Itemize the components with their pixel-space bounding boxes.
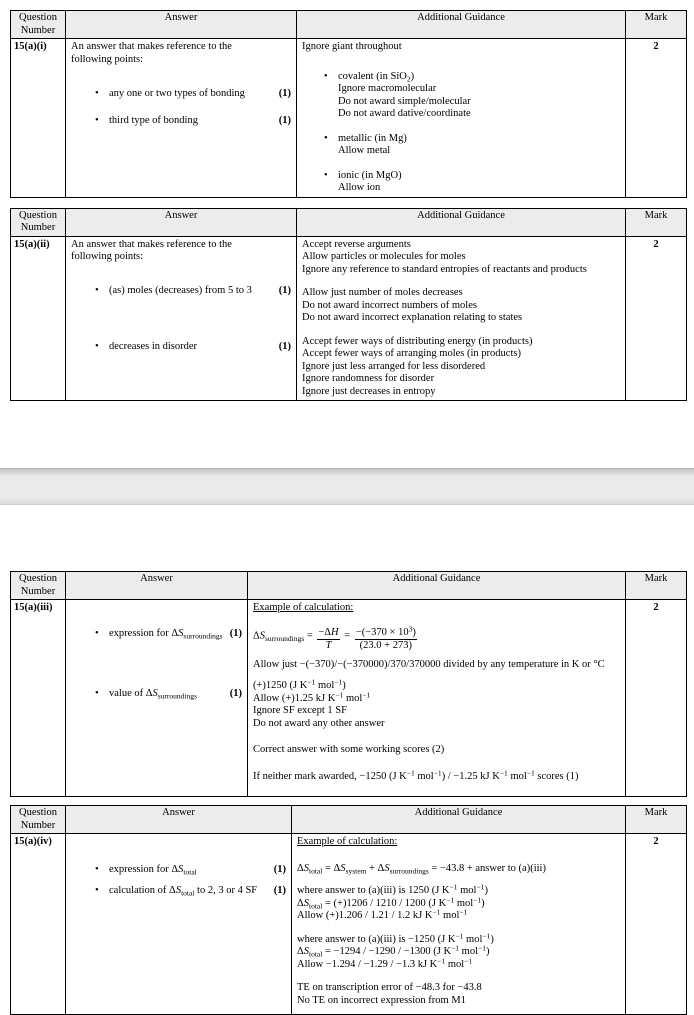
header-row — [11, 572, 687, 600]
answer-bullet-item — [71, 885, 286, 898]
text-line: Do not award any other answer — [253, 717, 385, 729]
text-line: Allow just −(−370)/−(−370000)/370/370000 divided by any temperature in K or °C — [253, 658, 605, 670]
answer-cell — [66, 600, 248, 797]
text-line: Allow (+)1.25 kJ $K^{-1}$ mol$^{-1}$ — [253, 689, 371, 704]
vertical-gap — [297, 875, 298, 885]
page-break-separator — [0, 468, 694, 505]
text-line: Do not award simple/molecular — [338, 95, 471, 107]
vertical-gap — [71, 877, 72, 885]
table-row — [11, 834, 687, 1015]
question-cell: 15(a)(iii) — [11, 600, 66, 797]
vertical-gap — [302, 325, 303, 336]
paragraph — [302, 336, 620, 399]
paragraph — [297, 882, 620, 923]
point-mark: (1) — [273, 884, 286, 896]
answer-content — [71, 836, 286, 1012]
vertical-gap — [71, 66, 72, 88]
guidance-bullet-item — [302, 133, 620, 158]
vertical-gap — [297, 971, 298, 982]
text-line: Example of calculation: — [297, 836, 398, 847]
text-line: Allow (+)1.206 / 1.21 / 1.2 kJ $K^{-1}$ mol$^{-1}$ — [297, 907, 468, 921]
answer-point-text: expression for $\Delta S_{surroundings}$ — [109, 628, 223, 641]
answer-cell — [66, 39, 297, 198]
text-line: Ignore macromolecular — [338, 83, 437, 94]
table-row — [11, 600, 687, 797]
answer-point-text: any one or two types of bonding — [109, 88, 245, 99]
vertical-gap — [71, 602, 72, 628]
answer-bullet-item — [71, 285, 291, 298]
bullet-icon: • — [95, 628, 99, 639]
text-line: Allow just number of moles decreases — [302, 287, 463, 298]
mark-scheme-table — [10, 208, 687, 402]
bullet-icon: • — [95, 864, 99, 875]
text-line: Example of calculation: — [253, 602, 354, 613]
guidance-cell — [297, 236, 626, 401]
table-body — [11, 236, 687, 401]
paragraph — [253, 623, 620, 653]
vertical-gap — [297, 849, 298, 863]
table-body — [11, 39, 687, 198]
text-line: Ignore just decreases in entropy — [302, 385, 436, 397]
additional-guidance-header: Additional Guidance — [292, 806, 626, 834]
point-mark: (1) — [278, 341, 291, 352]
paragraph — [253, 659, 620, 672]
vertical-gap — [71, 297, 72, 341]
answer-point-text: third type of bonding — [109, 114, 198, 126]
vertical-gap — [302, 276, 303, 287]
fraction-denominator: (23.0 + 273) — [359, 640, 412, 651]
answer-bullet-item — [71, 341, 291, 354]
bullet-icon: • — [95, 884, 99, 896]
text-line: Accept reverse arguments — [302, 238, 411, 250]
answer-point-text: decreases in disorder — [109, 341, 198, 352]
text-line: where answer to (a)(iii) is −1250 (J $K^{-1}$ mol$^{-1}$) — [297, 930, 494, 945]
question-number-header: Question Number — [11, 11, 66, 39]
mark-header: Mark — [626, 806, 687, 834]
text-line: No TE on incorrect expression from M1 — [297, 994, 466, 1006]
table-header — [11, 11, 687, 39]
text-line: Allow −1.294 / −1.29 / −1.3 kJ $K^{-1}$ mol$^{-1}$ — [297, 955, 473, 970]
header-row — [11, 11, 687, 39]
table-header — [11, 806, 687, 834]
text-line: $\Delta S_{surroundings}$ = $\frac{-\Delta H}{T}$ = $\frac{-(-370 \times 10^3)}{(23.0 + 273)}$ — [253, 623, 416, 651]
vertical-gap — [253, 671, 254, 680]
text-line: Allow ion — [338, 182, 381, 193]
pdf-page-2 — [0, 505, 694, 1015]
header-row — [11, 208, 687, 236]
mark-cell: 2 — [626, 39, 687, 198]
text-line: Allow metal — [338, 145, 391, 156]
bullet-icon: • — [95, 88, 99, 99]
answer-bullet-item — [71, 115, 291, 128]
paragraph — [297, 982, 620, 1007]
text-line: Correct answer with some working scores (2) — [253, 744, 445, 755]
text-line: Allow particles or molecules for moles — [302, 251, 466, 262]
text-line: TE on transcription error of −48.3 for −43.8 — [297, 982, 482, 993]
table-row — [11, 236, 687, 401]
text-line: If neither mark awarded, −1250 (J $K^{-1}$ mol$^{-1}$) / −1.25 kJ $K^{-1}$ mol$^{-1}$ scores (1) — [253, 767, 579, 782]
text-line: where answer to (a)(iii) is 1250 (J $K^{-1}$ mol$^{-1}$) — [297, 882, 488, 896]
point-mark: (1) — [273, 864, 286, 875]
answer-bullet-item — [71, 628, 242, 641]
paragraph — [297, 930, 620, 972]
vertical-gap — [302, 121, 303, 133]
vertical-gap — [71, 101, 72, 115]
bullet-icon: • — [95, 284, 99, 296]
paragraph — [302, 287, 620, 325]
text-line: $\Delta S_{total} = (+)1206 / 1210 / 1200$ (J $K^{-1}$ mol$^{-1}$) — [297, 894, 485, 910]
text-line: metallic (in Mg) — [338, 132, 407, 144]
question-cell: 15(a)(iv) — [11, 834, 66, 1015]
additional-guidance-header: Additional Guidance — [248, 572, 626, 600]
bullet-icon: • — [324, 132, 328, 144]
mark-scheme-table — [10, 805, 687, 1015]
answer-header: Answer — [66, 11, 297, 39]
pdf-page-1 — [0, 0, 694, 468]
text-line: Ignore any reference to standard entropies of reactants and products — [302, 263, 587, 275]
answer-header: Answer — [66, 806, 292, 834]
answer-header: Answer — [66, 572, 248, 600]
fraction-numerator: $-(-370 \times 10^3)$ — [355, 627, 417, 641]
additional-guidance-header: Additional Guidance — [297, 208, 626, 236]
mark-cell: 2 — [626, 600, 687, 797]
vertical-gap — [71, 264, 72, 285]
mark-cell: 2 — [626, 236, 687, 401]
answer-bullet-item — [71, 688, 242, 701]
question-number-header: Question Number — [11, 208, 66, 236]
text-line: covalent (in SiO$_2$) — [338, 70, 415, 83]
question-cell: 15(a)(i) — [11, 39, 66, 198]
text-line: Do not award incorrect explanation relating to states — [302, 312, 523, 323]
table-header — [11, 208, 687, 236]
answer-bullet-item — [71, 88, 291, 101]
paragraph — [253, 602, 620, 615]
fraction — [355, 623, 417, 653]
text-line: Ignore giant throughout — [302, 41, 402, 52]
fraction — [317, 627, 339, 653]
point-mark: (1) — [278, 284, 291, 296]
answer-content — [71, 602, 242, 794]
answer-content — [71, 239, 291, 397]
question-number-header: Question Number — [11, 806, 66, 834]
answer-header: Answer — [66, 208, 297, 236]
bullet-icon: • — [324, 169, 328, 181]
paragraph — [253, 767, 620, 784]
guidance-cell — [248, 600, 626, 797]
question-cell: 15(a)(ii) — [11, 236, 66, 401]
point-mark: (1) — [229, 628, 242, 639]
paragraph — [302, 239, 620, 277]
mark-header: Mark — [626, 11, 687, 39]
paragraph — [302, 41, 620, 54]
bullet-icon: • — [95, 114, 99, 126]
text-line: Do not award incorrect numbers of moles — [302, 299, 477, 311]
vertical-gap — [302, 54, 303, 71]
text-line: following points: — [71, 251, 144, 262]
text-line: Accept fewer ways of distributing energy (in products) — [302, 335, 533, 347]
additional-guidance-header: Additional Guidance — [297, 11, 626, 39]
answer-cell — [66, 834, 292, 1015]
vertical-gap — [71, 641, 72, 688]
vertical-gap — [253, 757, 254, 771]
text-line: $\Delta S_{total} = -1294 / -1290 / -1300$ (J $K^{-1}$ mol$^{-1}$) — [297, 943, 490, 959]
guidance-bullet-item — [302, 170, 620, 195]
answer-point-text: calculation of $\Delta S_{total}$ to 2, 3 or 4 SF — [109, 884, 258, 897]
guidance-content — [302, 239, 620, 399]
text-line: following points: — [71, 53, 144, 65]
table-header — [11, 572, 687, 600]
guidance-cell — [292, 834, 626, 1015]
bullet-icon: • — [324, 70, 328, 82]
paragraph — [297, 836, 620, 849]
vertical-gap — [253, 730, 254, 744]
bullet-icon: • — [95, 341, 99, 352]
mark-cell: 2 — [626, 834, 687, 1015]
text-line: Ignore randomness for disorder — [302, 373, 435, 384]
table-body — [11, 600, 687, 797]
guidance-content — [302, 41, 620, 195]
answer-point-text: value of $\Delta S_{surroundings}$ — [109, 687, 197, 700]
vertical-gap — [71, 836, 72, 864]
text-line: An answer that makes reference to the — [71, 238, 232, 250]
guidance-content — [253, 602, 620, 794]
bullet-icon: • — [95, 687, 99, 699]
text-line: ionic (in MgO) — [338, 169, 402, 181]
vertical-gap — [302, 158, 303, 170]
text-line: Accept fewer ways of arranging moles (in products) — [302, 348, 521, 359]
fraction-numerator: −ΔH — [317, 627, 339, 641]
mark-header: Mark — [626, 208, 687, 236]
text-line: $\Delta S_{total} = \Delta S_{system} + \Delta S_{surroundings} = -43.8$ + answer to (a)(iii) — [297, 862, 546, 875]
text-line: An answer that makes reference to the — [71, 41, 232, 52]
table-row — [11, 39, 687, 198]
header-row — [11, 806, 687, 834]
question-number-header: Question Number — [11, 572, 66, 600]
answer-bullet-item — [71, 864, 286, 877]
guidance-cell — [297, 39, 626, 198]
text-line: Ignore SF except 1 SF — [253, 705, 347, 716]
paragraph — [71, 239, 291, 264]
mark-header: Mark — [626, 572, 687, 600]
guidance-content — [297, 836, 620, 1012]
table-body — [11, 834, 687, 1015]
paragraph — [297, 863, 620, 876]
point-mark: (1) — [278, 88, 291, 99]
paragraph — [253, 744, 620, 757]
paragraph — [253, 677, 620, 730]
answer-content — [71, 41, 291, 193]
point-mark: (1) — [278, 114, 291, 126]
mark-scheme-table — [10, 571, 687, 797]
point-mark: (1) — [229, 687, 242, 699]
paragraph — [71, 41, 291, 66]
answer-point-text: expression for $\Delta S_{total}$ — [109, 864, 197, 877]
guidance-bullet-item — [302, 71, 620, 121]
text-line: Do not award dative/coordinate — [338, 108, 471, 119]
mark-scheme-table — [10, 10, 687, 198]
answer-point-text: (as) moles (decreases) from 5 to 3 — [109, 284, 252, 296]
fraction-denominator: T — [325, 640, 332, 651]
vertical-gap — [297, 923, 298, 934]
answer-cell — [66, 236, 297, 401]
vertical-gap — [253, 615, 254, 627]
text-line: Ignore just less arranged for less disordered — [302, 360, 486, 372]
text-line: (+)1250 (J $K^{-1}$ mol$^{-1}$) — [253, 677, 346, 691]
